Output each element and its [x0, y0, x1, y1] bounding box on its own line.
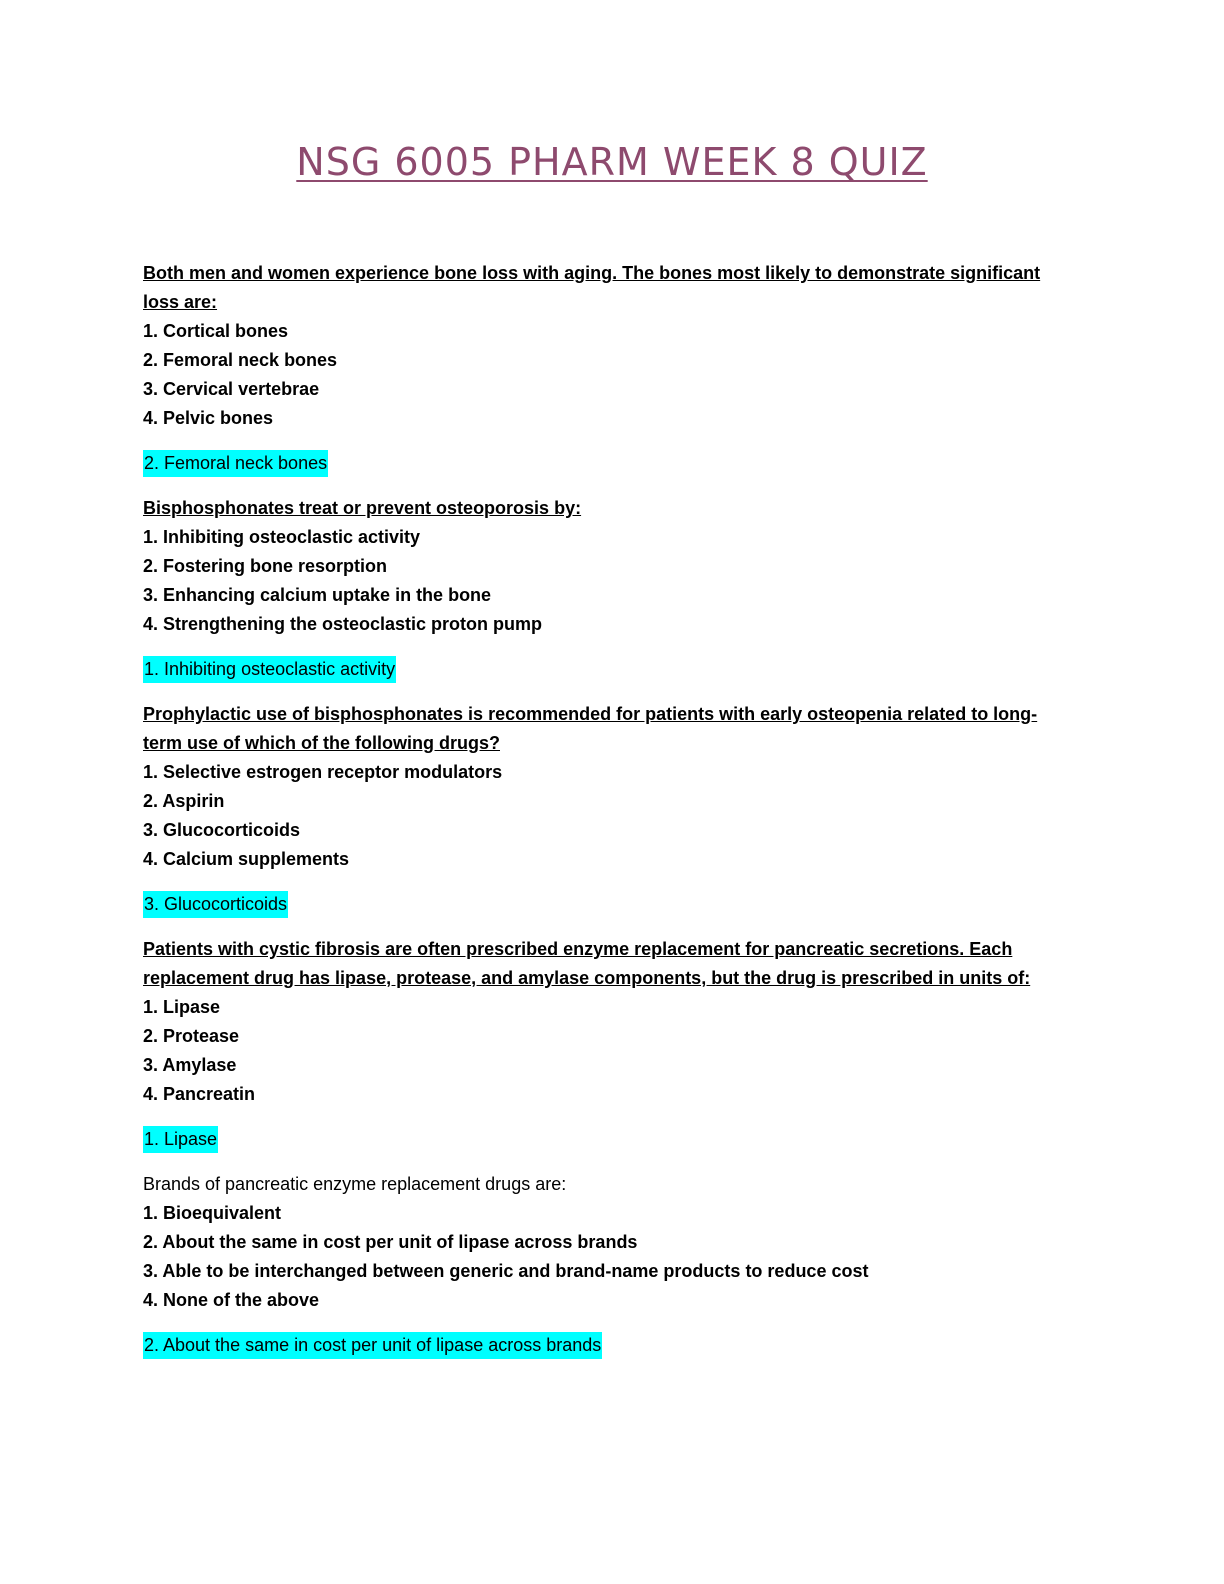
- option-item: 2. Protease: [143, 1026, 240, 1046]
- question-text: Brands of pancreatic enzyme replacement drugs are:: [143, 1174, 567, 1194]
- question-block: [143, 1170, 1073, 1360]
- question-text: Prophylactic use of bisphosphonates is recommended for patients with early osteopenia related to long-term use of which of the following drugs?: [143, 704, 1038, 753]
- option-item: 2. Fostering bone resorption: [143, 556, 388, 576]
- highlighted-answer: 2. Femoral neck bones: [143, 450, 328, 477]
- question-block: [143, 494, 1073, 684]
- question-block: [143, 259, 1073, 478]
- option-item: 2. About the same in cost per unit of lipase across brands: [143, 1232, 638, 1252]
- highlighted-answer: 3. Glucocorticoids: [143, 891, 288, 918]
- answer-line: [143, 890, 1073, 919]
- question-text: Bisphosphonates treat or prevent osteoporosis by:: [143, 498, 582, 518]
- option-item: 4. Pancreatin: [143, 1084, 256, 1104]
- question-block: [143, 935, 1073, 1154]
- option-item: 1. Cortical bones: [143, 321, 289, 341]
- option-item: 2. Aspirin: [143, 791, 225, 811]
- highlighted-answer: 1. Lipase: [143, 1126, 218, 1153]
- answer-line: [143, 1331, 1073, 1360]
- page-title: [0, 140, 1224, 184]
- option-item: 1. Selective estrogen receptor modulators: [143, 762, 503, 782]
- option-item: 3. Enhancing calcium uptake in the bone: [143, 585, 492, 605]
- page-title-text: NSG 6005 PHARM WEEK 8 QUIZ: [296, 140, 928, 184]
- question-text: Both men and women experience bone loss with aging. The bones most likely to demonstrate significant loss are:: [143, 263, 1041, 312]
- option-item: 1. Bioequivalent: [143, 1203, 282, 1223]
- option-item: 1. Inhibiting osteoclastic activity: [143, 527, 421, 547]
- highlighted-answer: 2. About the same in cost per unit of lipase across brands: [143, 1332, 602, 1359]
- answer-line: [143, 449, 1073, 478]
- question-block: [143, 700, 1073, 919]
- option-item: 3. Glucocorticoids: [143, 820, 301, 840]
- quiz-content: [143, 259, 1073, 1376]
- option-item: 4. Calcium supplements: [143, 849, 350, 869]
- answer-line: [143, 1125, 1073, 1154]
- question-text: Patients with cystic fibrosis are often prescribed enzyme replacement for pancreatic secretions. Each replacement drug has lipase, protease, and amylase components, but the drug is prescribed in units of:: [143, 939, 1031, 988]
- option-item: 3. Able to be interchanged between generic and brand-name products to reduce cost: [143, 1261, 869, 1281]
- option-item: 3. Amylase: [143, 1055, 237, 1075]
- option-item: 4. None of the above: [143, 1290, 320, 1310]
- answer-line: [143, 655, 1073, 684]
- option-item: 4. Strengthening the osteoclastic proton pump: [143, 614, 543, 634]
- option-item: 4. Pelvic bones: [143, 408, 274, 428]
- option-item: 2. Femoral neck bones: [143, 350, 338, 370]
- option-item: 1. Lipase: [143, 997, 221, 1017]
- option-item: 3. Cervical vertebrae: [143, 379, 320, 399]
- highlighted-answer: 1. Inhibiting osteoclastic activity: [143, 656, 396, 683]
